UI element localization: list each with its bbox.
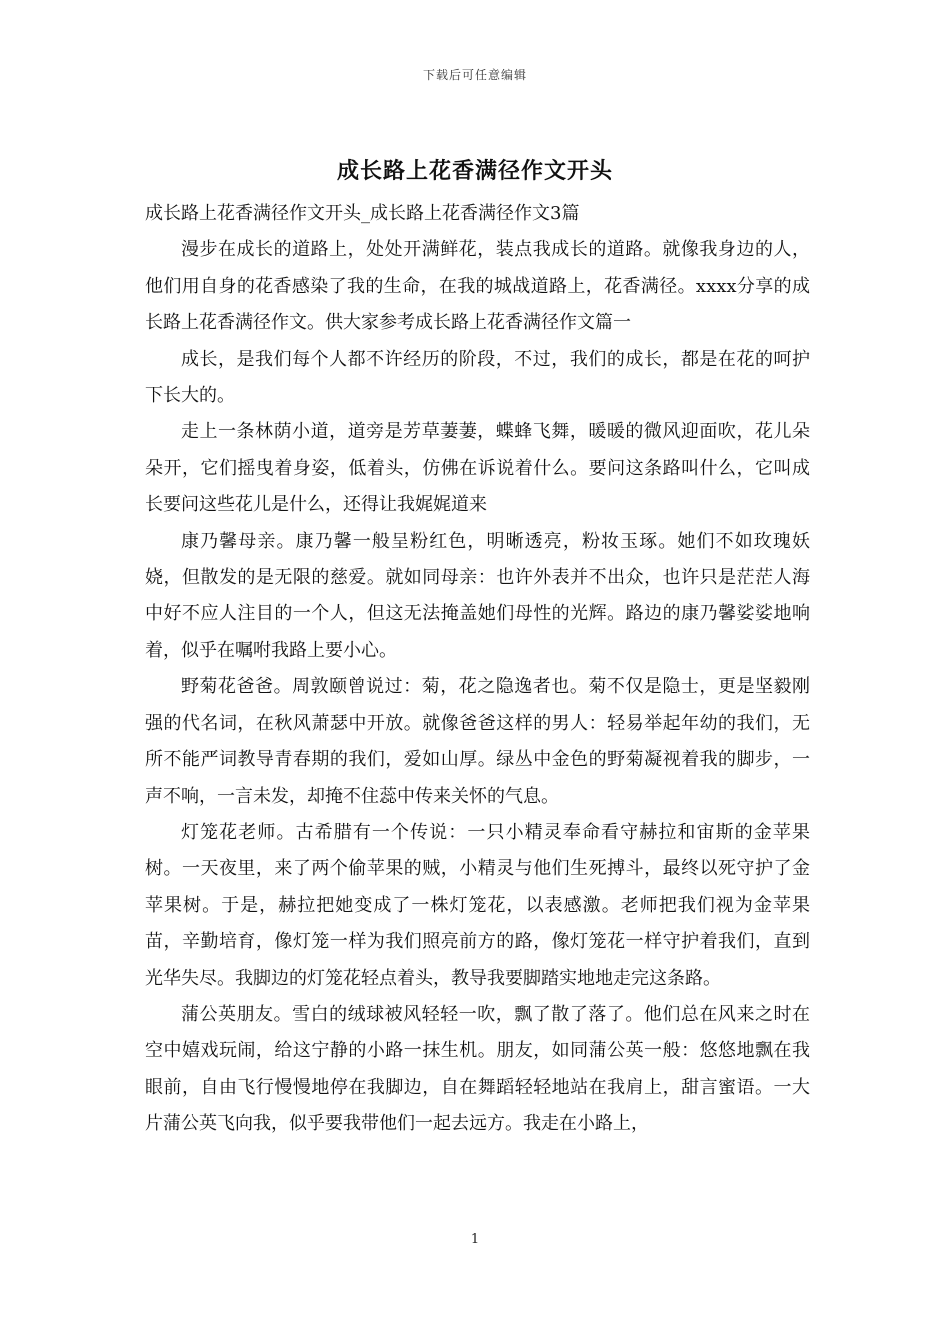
page-header-note: 下载后可任意编辑 xyxy=(422,68,527,82)
paragraph-path: 走上一条林荫小道，道旁是芳草萋萋，蝶蜂飞舞，暖暖的微风迎面吹，花儿朵朵开，它们摇曳着身姿，低着头，仿佛在诉说着什么。要问这条路叫什么，它叫成长要问这些花儿是什么，还得让我娓娓道来 xyxy=(145,421,810,516)
paragraph-chrysanthemum-father: 野菊花爸爸。周敦颐曾说过：菊，花之隐逸者也。菊不仅是隐士，更是坚毅刚强的代名词，在秋风萧瑟中开放。就像爸爸这样的男人：轻易举起年幼的我们，无所不能严词教导青春期的我们，爱如山厚。绿丛中金色的野菊凝视着我的脚步，一声不响，一言未发，却掩不住蕊中传来关怀的气息。 xyxy=(145,676,810,807)
paragraph-lantern-flower-teacher: 灯笼花老师。古希腊有一个传说：一只小精灵奉命看守赫拉和宙斯的金苹果树。一天夜里，来了两个偷苹果的贼，小精灵与他们生死搏斗，最终以死守护了金苹果树。于是，赫拉把她变成了一株灯笼花，以表感激。老师把我们视为金苹果苗，辛勤培育，像灯笼一样为我们照亮前方的路，像灯笼花一样守护着我们，直到光华失尽。我脚边的灯笼花轻点着头，教导我要脚踏实地地走完这条路。 xyxy=(145,821,810,989)
paragraph-carnation-mother: 康乃馨母亲。康乃馨一般呈粉红色，明晰透亮，粉妆玉琢。她们不如玫瑰妖娆，但散发的是无限的慈爱。就如同母亲：也许外表并不出众，也许只是茫茫人海中好不应人注目的一个人，但这无法掩盖她们母性的光辉。路边的康乃馨娑娑地响着，似乎在嘱咐我路上要小心。 xyxy=(145,530,810,661)
document-body xyxy=(145,196,810,1143)
page-number: 1 xyxy=(470,1232,480,1247)
paragraph-intro: 漫步在成长的道路上，处处开满鲜花，装点我成长的道路。就像我身边的人，他们用自身的花香感染了我的生命，在我的城战道路上，花香满径。xxxx分享的成长路上花香满径作文。供大家参考成长路上花香满径作文篇一 xyxy=(145,239,810,334)
paragraph-dandelion-friend: 蒲公英朋友。雪白的绒球被风轻轻一吹，飘了散了落了。他们总在风来之时在空中嬉戏玩闹，给这宁静的小路一抹生机。朋友，如同蒲公英一般：悠悠地飘在我眼前，自由飞行慢慢地停在我脚边，自在舞蹈轻轻地站在我肩上，甜言蜜语。一大片蒲公英飞向我，似乎要我带他们一起去远方。我走在小路上， xyxy=(145,1003,810,1135)
document-subtitle: 成长路上花香满径作文开头_成长路上花香满径作文3篇 xyxy=(145,203,580,224)
paragraph-growth: 成长，是我们每个人都不许经历的阶段，不过，我们的成长，都是在花的呵护下长大的。 xyxy=(145,348,810,407)
document-title: 成长路上花香满径作文开头 xyxy=(336,158,613,184)
